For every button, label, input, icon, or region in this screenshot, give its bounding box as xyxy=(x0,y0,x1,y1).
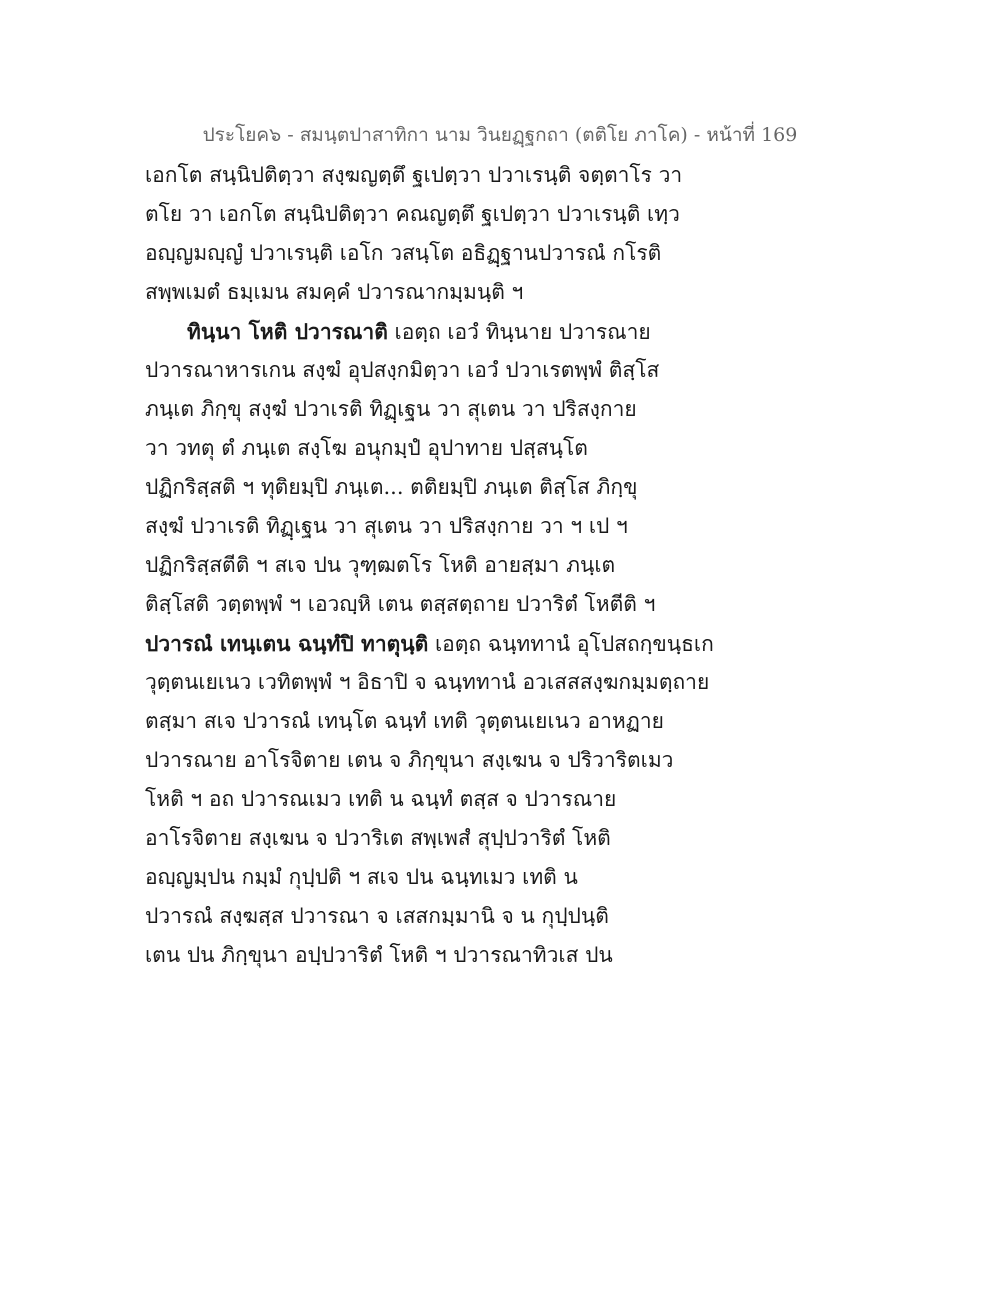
text-line xyxy=(145,195,705,234)
text-line xyxy=(145,351,705,390)
text-line xyxy=(145,780,705,819)
line-text: เอตฺถ ฉนฺททานํ อุโปสถกฺขนฺธเก xyxy=(428,632,714,656)
line-text: ตสฺมา สเจ ปวารณํ เทนฺโต ฉนฺทํ เทติ วุตฺตนเยเนว อาหฏาย xyxy=(145,709,664,733)
text-line xyxy=(145,507,705,546)
line-text: เอกโต สนฺนิปติตฺวา สงฺฆญตฺตึ ฐเปตฺวา ปวาเรนฺติ จตฺตาโร วา xyxy=(145,163,683,187)
line-text: อญฺญมญฺญํ ปวาเรนฺติ เอโก วสนฺโต อธิฏฺฐานปวารณํ กโรติ xyxy=(145,241,662,265)
line-text: โหติ ฯ อถ ปวารณเมว เทติ น ฉนฺทํ ตสฺส จ ปวารณาย xyxy=(145,787,617,811)
line-text: วา วทตุ ตํ ภนฺเต สงฺโฆ อนุกมฺปํ อุปาทาย ปสฺสนฺโต xyxy=(145,436,588,460)
text-line xyxy=(145,429,705,468)
line-text: สงฺฆํ ปวาเรติ ทิฏฺเฐน วา สุเตน วา ปริสงฺกาย วา ฯ เป ฯ xyxy=(145,514,628,538)
line-text: ปวารณํ สงฺฆสฺส ปวารณา จ เสสกมฺมานิ จ น กุปฺปนฺติ xyxy=(145,904,609,928)
line-text: อาโรจิตาย สงฺเฆน จ ปวาริเต สพฺเพสํ สุปฺปวาริตํ โหติ xyxy=(145,826,611,850)
line-text: ปฏิกริสฺสตีติ ฯ สเจ ปน วุฑฺฒตโร โหติ อายสฺมา ภนฺเต xyxy=(145,553,616,577)
line-text: เอตฺถ เอวํ ทินฺนาย ปวารณาย xyxy=(387,320,651,344)
lemma-heading: ทินฺนา โหติ ปวารณาติ xyxy=(187,319,388,344)
text-line xyxy=(145,858,705,897)
line-text: เตน ปน ภิกฺขุนา อปฺปวาริตํ โหติ ฯ ปวารณาทิวเส ปน xyxy=(145,943,613,967)
text-line xyxy=(145,936,705,975)
text-line xyxy=(145,234,705,273)
line-text: วุตฺตนเยเนว เวทิตพฺพํ ฯ อิธาปิ จ ฉนฺททานํ อวเสสสงฺฆกมฺมตฺถาย xyxy=(145,670,710,694)
text-line xyxy=(145,546,705,585)
line-text: สพฺพเมตํ ธมฺเมน สมคฺคํ ปวารณากมฺมนฺติ ฯ xyxy=(145,280,524,304)
text-line xyxy=(145,156,705,195)
paragraph-start-line xyxy=(145,312,705,351)
text-line xyxy=(145,390,705,429)
line-text: ภนฺเต ภิกฺขุ สงฺฆํ ปวาเรติ ทิฏฺเฐน วา สุเตน วา ปริสงฺกาย xyxy=(145,397,637,421)
line-text: ตโย วา เอกโต สนฺนิปติตฺวา คณญตฺตึ ฐเปตฺวา ปวาเรนฺติ เทฺว xyxy=(145,202,680,226)
text-line xyxy=(145,819,705,858)
page-header: ประโยค๖ - สมนฺตปาสาทิกา นาม วินยฏฺฐกถา (ตติโย ภาโค) - หน้าที่ 169 xyxy=(202,124,798,146)
line-text: ติสฺโสติ วตฺตพฺพํ ฯ เอวญฺหิ เตน ตสฺสตฺถาย ปวาริตํ โหตีติ ฯ xyxy=(145,592,656,616)
text-line xyxy=(145,273,705,312)
lemma-heading: ปวารณํ เทนฺเตน ฉนฺทํปิ ทาตุนฺติ xyxy=(145,631,429,656)
text-line xyxy=(145,702,705,741)
text-line xyxy=(145,663,710,702)
text-line xyxy=(145,741,705,780)
line-text: ปฏิกริสฺสติ ฯ ทุติยมฺปิ ภนฺเต... ตติยมฺปิ ภนฺเต ติสฺโส ภิกฺขุ xyxy=(145,475,638,499)
line-text: อญฺญมฺปน กมฺมํ กุปฺปติ ฯ สเจ ปน ฉนฺทเมว เทติ น xyxy=(145,865,578,889)
line-text: ปวารณาย อาโรจิตาย เตน จ ภิกฺขุนา สงฺเฆน จ ปริวาริตเมว xyxy=(145,748,674,772)
line-text: ปวารณาหารเกน สงฺฆํ อุปสงฺกมิตฺวา เอวํ ปวาเรตพฺพํ ติสฺโส xyxy=(145,358,660,382)
page-body xyxy=(145,156,714,975)
text-line xyxy=(145,468,705,507)
text-line xyxy=(145,624,714,663)
text-line xyxy=(145,897,705,936)
text-line xyxy=(145,585,705,624)
